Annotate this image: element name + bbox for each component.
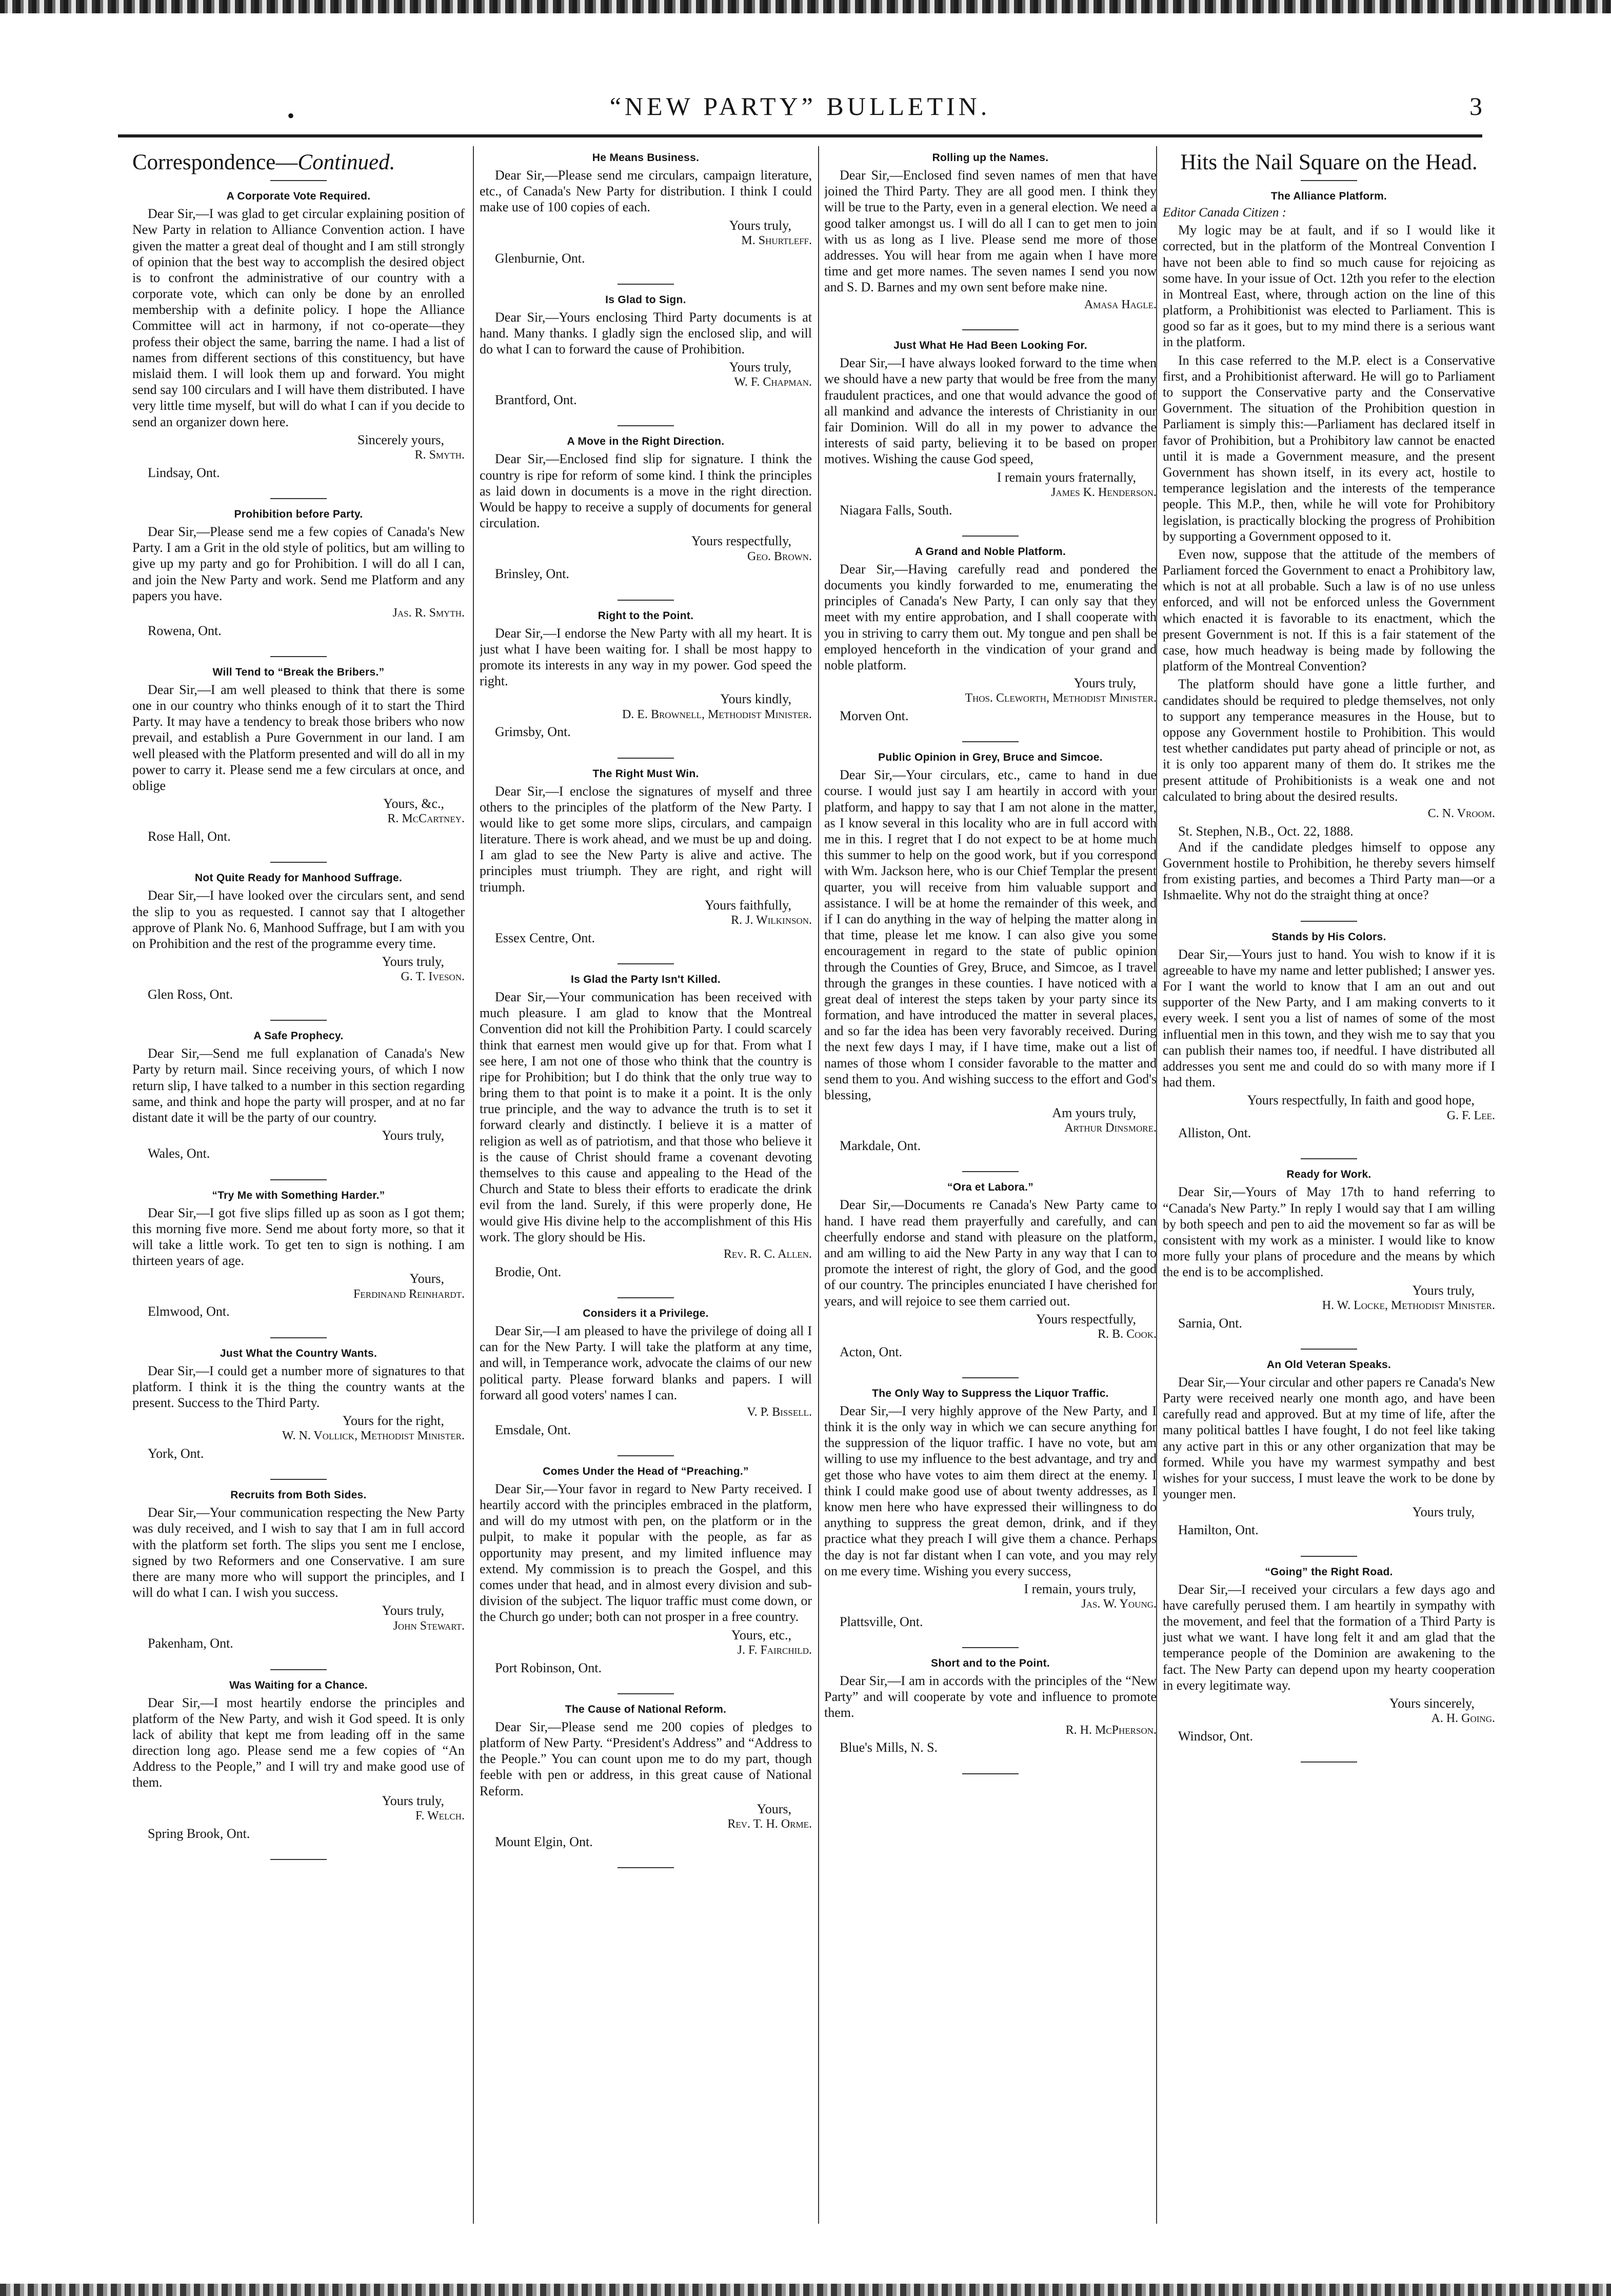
letter-body: My logic may be at fault, and if so I would like it corrected, but in the platform of the Montreal Convention I have not been able to find so much cause for rejoicing as some have. In your issue of Oct. 12th you refer to the election in Montreal East, where, through action on the line of this platform, a Prohibitionist was elected to Parliament. This is good so far as it goes, but to my mind there is a serious want in the platform. bbox=[1163, 223, 1495, 350]
scan-edge-top bbox=[0, 0, 1611, 13]
column-2 bbox=[480, 150, 812, 2279]
separator-rule bbox=[1301, 1349, 1357, 1350]
letter bbox=[1163, 931, 1495, 1141]
letter-body: Dear Sir,—Your favor in regard to New Party received. I heartily accord with the principles embraced in the platform, and will do my utmost with pen, on the platform or in the pulpit, to make it popular with the people, as far as opportunity may present, and my limited influence may extend. My commission is to preach the Gospel, and this comes under that head, and in almost every division and sub-division of the subject. The liquor traffic must come down, or the Church go under; both can not prosper in a free country. bbox=[480, 1481, 812, 1625]
letter-title: Just What the Country Wants. bbox=[220, 1347, 377, 1359]
letter bbox=[824, 1181, 1157, 1359]
letter bbox=[480, 610, 812, 740]
letter-signature: Arthur Dinsmore. bbox=[1064, 1121, 1157, 1135]
letter-body: Dear Sir,—Enclosed find seven names of men that have joined the Third Party. They are all good men. I think they will be true to the Party, even in a general election. We need a good talker amongst us. I will do all I can to get men to join with us as long as I live. Please send me more of those addresses. You will hear from me again when I have more time and get more names. The seven names I send you now and S. D. Barnes and my own sent before make nine. bbox=[824, 168, 1157, 295]
letter-body: Dear Sir,—I most heartily endorse the principles and platform of the New Party, and wish it God speed. It is only lack of ability that kept me from leading off in the same direction long ago. Please send me a few copies of “An Address to the People,” and I will try and make good use of them. bbox=[132, 1695, 465, 1790]
letter-body: Dear Sir,—I am well pleased to think that there is some one in our country who thinks enough of it to start the Third Party. It may have a tendency to break those bribers who now prevail, and establish a Pure Government in our land. I am well pleased with the Platform presented and will do all in my power to carry it. Please send me a few circulars at once, and oblige bbox=[132, 682, 465, 793]
letter-place: Hamilton, Ont. bbox=[1178, 1522, 1259, 1538]
separator-rule bbox=[270, 1337, 327, 1338]
letter-body: Dear Sir,—Your communication respecting the New Party was duly received, and I wish to say that I am in full accord with the platform set forth. The slips you sent me I enclose, signed by two Reformers and one Conservative. I am sure there are many more who will support the principles, and I will do what I can. I wish you success. bbox=[132, 1505, 465, 1600]
letter-close: Yours truly, bbox=[382, 1603, 444, 1618]
letter-place: St. Stephen, N.B., Oct. 22, 1888. bbox=[1178, 823, 1354, 839]
letter-signature: H. W. Locke, Methodist Minister. bbox=[1322, 1298, 1495, 1312]
letter bbox=[132, 1190, 465, 1320]
letter-title: “Try Me with Something Harder.” bbox=[212, 1189, 385, 1201]
separator-rule bbox=[618, 758, 674, 759]
letter-body: Dear Sir,—Yours enclosing Third Party documents is at hand. Many thanks. I gladly sign the enclosed slip, and will do what I can to forward the cause of Prohibition. bbox=[480, 309, 812, 357]
letter-body: Dear Sir,—I have always looked forward to the time when we should have a new party that would be free from the many fraudulent practices, and one that would advance the good of all mankind and advance the interests of Christianity in our fair Dominion. Will do all in my power to advance the interests of said party, believing it to be based on proper motives. Wishing the cause God speed, bbox=[824, 355, 1157, 467]
letter-place: Grimsby, Ont. bbox=[495, 724, 571, 740]
letter-body: Dear Sir,—I am pleased to have the privilege of doing all I can for the New Party. I will take the platform at any time, and will, in Temperance work, advocate the claims of our new political party. Please forward blanks and papers. I will forward all good voters' names I can. bbox=[480, 1323, 812, 1402]
column-4 bbox=[1163, 150, 1495, 2279]
separator-rule bbox=[618, 600, 674, 601]
column-3 bbox=[824, 150, 1157, 2279]
letter-place: Glenburnie, Ont. bbox=[495, 250, 585, 266]
letter-body: Dear Sir,—Please send me circulars, campaign literature, etc., of Canada's New Party for distribution. I think I could make use of 100 copies of each. bbox=[480, 168, 812, 215]
letter-signature: W. F. Chapman. bbox=[734, 375, 812, 389]
letter-body: Dear Sir,—I received your circulars a few days ago and have carefully perused them. I am heartily in sympathy with the movement, and feel that the formation of a Third Party is just what we want. I have long felt it and am glad that the temperance people of the Dominion are awakening to the fact. The New Party can depend upon my hearty cooperation in every legitimate way. bbox=[1163, 1581, 1495, 1693]
letter-close: Yours truly, bbox=[382, 1128, 444, 1143]
letter-title: Is Glad the Party Isn't Killed. bbox=[570, 973, 721, 985]
letter-body: Dear Sir,—Yours of May 17th to hand referring to “Canada's New Party.” In reply I would say that I am willing by both speech and pen to aid the movement so far as will be consistent with my work as a minister. I would like to know more fully your plans of procedure and the means by which the end is to be accomplished. bbox=[1163, 1184, 1495, 1280]
letter-place: Alliston, Ont. bbox=[1178, 1125, 1251, 1141]
letter-title: Considers it a Privilege. bbox=[583, 1307, 709, 1319]
letter-body: Dear Sir,—Yours just to hand. You wish to know if it is agreeable to have my name and letter published; I answer yes. For I want the world to know that I am an out and out supporter of the New Party, and I am making converts to it every week. I sent you a list of names of some of the most influential men in this town, and they wish me to say that you can publish their names too, if needful. I have distributed all addresses you sent me and could do so with many more if I had them. bbox=[1163, 946, 1495, 1090]
separator-rule bbox=[270, 1479, 327, 1480]
letter-title: He Means Business. bbox=[592, 152, 700, 164]
separator-rule bbox=[962, 1171, 1019, 1172]
letter-signature: C. N. Vroom. bbox=[1427, 806, 1495, 820]
running-title: “NEW PARTY” BULLETIN. bbox=[609, 92, 991, 121]
letter-close: Yours respectfully, In faith and good hope, bbox=[1247, 1093, 1475, 1108]
letter bbox=[480, 1308, 812, 1438]
letter-place: Brinsley, Ont. bbox=[495, 566, 569, 582]
letter bbox=[132, 1348, 465, 1462]
separator-rule bbox=[618, 1867, 674, 1868]
editor-note: And if the candidate pledges himself to oppose any Government hostile to Prohibition, he thereby severs himself from existing parties, and becomes a Third Party man—or a Ishmaelite. Why not do the straight thing at once? bbox=[1163, 839, 1495, 903]
separator-rule bbox=[618, 284, 674, 285]
letter-title: “Going” the Right Road. bbox=[1265, 1566, 1393, 1578]
letter-signature: R. McCartney. bbox=[387, 812, 465, 826]
letter bbox=[1163, 190, 1495, 903]
letter-place: Markdale, Ont. bbox=[840, 1138, 921, 1154]
letter bbox=[1163, 1359, 1495, 1538]
letter-close: Yours kindly, bbox=[720, 691, 791, 707]
separator-rule bbox=[270, 1020, 327, 1021]
letter-body: Dear Sir,—I have looked over the circulars sent, and send the slip to you as requested. I cannot say that I altogether approve of Plank No. 6, Manhood Suffrage, but I am with you on Prohibition and the rest of the programme every time. bbox=[132, 888, 465, 951]
letter-close: Yours truly, bbox=[729, 217, 791, 233]
letter-close: I remain, yours truly, bbox=[1024, 1581, 1136, 1596]
letter-place: Rowena, Ont. bbox=[148, 623, 222, 638]
letter-title: Ready for Work. bbox=[1286, 1169, 1371, 1181]
letter-body: Dear Sir,—Please send me 200 copies of pledges to platform of New Party. “President's Address” and “Address to the People.” You can count upon me to do my part, though feeble with pen or address, in this great cause of National Reform. bbox=[480, 1719, 812, 1798]
letter-signature: Rev. R. C. Allen. bbox=[723, 1247, 812, 1261]
letter-place: Acton, Ont. bbox=[840, 1344, 903, 1359]
letter-close: Yours, &c., bbox=[383, 796, 444, 811]
letter-signature: G. T. Iveson. bbox=[401, 970, 465, 984]
letter-close: Yours truly, bbox=[729, 360, 791, 375]
separator-rule bbox=[270, 498, 327, 499]
letter bbox=[824, 546, 1157, 724]
letter-signature: Geo. Brown. bbox=[747, 549, 812, 563]
letter bbox=[1163, 1566, 1495, 1744]
separator-rule bbox=[1301, 1158, 1357, 1159]
letter-signature: R. J. Wilkinson. bbox=[731, 914, 812, 927]
letter-title: The Only Way to Suppress the Liquor Traffic. bbox=[872, 1387, 1109, 1399]
letter-body: Dear Sir,—Your circulars, etc., came to hand in due course. I would just say I am heartily in accord with your platform, and happy to say that I am not alone in the matter, as I know several in this locality who are in full accord with me in this. I regret that I do not expect to be at home much this summer to help on the good work, but if you correspond with Wm. Jackson here, who is our Chief Templar the present quarter, you will receive from him valuable support and assistance. I will be at home the remainder of this week, and if I can do anything in the way of helping the matter along in that time, please let me know. I can also give you some encouragement in regard to the state of public opinion through the Counties of Grey, Bruce, and Simcoe, as I travel through the granges in these counties. I have noticed with a great deal of interest the steps taken by your party since its formation, and have introduced the matter in several places, and so far the idea has been very favorably received. During the next few days I may, if I have time, make out a list of names of those whom I consider favorable to the matter and send them to you. And wishing success to the effort and God's blessing, bbox=[824, 767, 1157, 1103]
letter bbox=[824, 1388, 1157, 1630]
letter-title: Just What He Had Been Looking For. bbox=[893, 340, 1087, 352]
letter-close: Yours for the right, bbox=[342, 1413, 444, 1429]
letter-title: Rolling up the Names. bbox=[932, 152, 1049, 164]
letter-title: Right to the Point. bbox=[598, 609, 694, 622]
letter bbox=[480, 152, 812, 266]
separator-rule bbox=[270, 1859, 327, 1860]
letter bbox=[480, 974, 812, 1280]
letter-signature: R. B. Cook. bbox=[1098, 1327, 1157, 1341]
letter-title: Was Waiting for a Chance. bbox=[229, 1679, 368, 1691]
letter bbox=[824, 340, 1157, 518]
letter-body: Dear Sir,—I endorse the New Party with all my heart. It is just what I have been waiting for. I shall be most happy to promote its interests in any way in my power. God speed the right. bbox=[480, 625, 812, 689]
letter-title: An Old Veteran Speaks. bbox=[1266, 1358, 1391, 1371]
head-dot: • bbox=[287, 104, 295, 127]
letter-body: Dear Sir,—Your communication has been received with much pleasure. I am glad to know that the Montreal Convention did not kill the Prohibition Party. I could scarcely think that earnest men would give up for that. From what I see here, I am not one of those who think that the country is ripe for Prohibition; but I do think that the only true way to bring them to that point is to make it a point. It is the only true principle, and the way to advance the truth is to set it forward clearly and distinctly. I believe it is a matter of religion as well as of patriotism, and that those who believe it is the cause of Christ should frame a covenant devoting themselves to this cause and appealing to the Head of the Church and State to bless their efforts to eradicate the drink evil from the land. Surely, if this were properly done, He would give His divine help to the accomplishment of this His work. The glory should be His. bbox=[480, 989, 812, 1244]
separator-rule bbox=[270, 862, 327, 863]
letter-signature: J. F. Fairchild. bbox=[737, 1643, 812, 1657]
letter-close: Sincerely yours, bbox=[357, 432, 444, 447]
page-number: 3 bbox=[1469, 92, 1482, 121]
column-heading-text: Correspondence— bbox=[132, 150, 298, 174]
separator-rule bbox=[962, 536, 1019, 537]
column-heading-italic: Continued. bbox=[297, 150, 395, 174]
letter-body: Dear Sir,—I enclose the signatures of myself and three others to the principles of the platform of the New Party. I would like to get some more slips, circulars, and campaign literature. There is work ahead, and we must be up and doing. I am glad to see the New Party is alive and active. The principles must triumph. They are right, and right will triumph. bbox=[480, 783, 812, 895]
letter-place: Plattsville, Ont. bbox=[840, 1614, 923, 1629]
letter-place: Spring Brook, Ont. bbox=[148, 1826, 250, 1841]
letter bbox=[824, 751, 1157, 1154]
letter-signature: Jas. W. Young. bbox=[1081, 1597, 1157, 1611]
separator-rule bbox=[270, 180, 327, 181]
letter-body: Dear Sir,—Enclosed find slip for signature. I think the country is ripe for reform of some kind. I think the principles as laid down in documents is a move in the right direction. Would be happy to receive a supply of documents for general circulation. bbox=[480, 451, 812, 531]
letter-body: Dear Sir,—I got five slips filled up as soon as I got them; this morning five more. Send me about forty more, so that it will take a little work. To get ten to sign is nothing. I am thirteen years of age. bbox=[132, 1205, 465, 1269]
letter-title: A Safe Prophecy. bbox=[253, 1030, 344, 1042]
letter-body: The platform should have gone a little further, and candidates should be required to pledge themselves, not only to support any temperance measures in the House, but to oppose any Government hostile to Prohibition. This would test whether candidates put party ahead of principle or not, as it is only too apparent many of them do. It strikes me the present attitude of Prohibitionists is a weak one and not calculated to bring about the desired results. bbox=[1163, 677, 1495, 804]
letter-title: The Right Must Win. bbox=[592, 767, 699, 780]
column-heading bbox=[132, 151, 465, 174]
letter-place: Pakenham, Ont. bbox=[148, 1636, 233, 1651]
letter bbox=[132, 508, 465, 639]
letter-place: Essex Centre, Ont. bbox=[495, 930, 595, 945]
letter-place: Blue's Mills, N. S. bbox=[840, 1740, 938, 1755]
letter bbox=[480, 436, 812, 582]
running-head bbox=[118, 87, 1482, 133]
letter bbox=[480, 1704, 812, 1850]
letter-body: Dear Sir,—Your circular and other papers re Canada's New Party were received nearly one month ago, and have been carefully read and approved. But at my time of life, after the many political battles I have fought, I do not feel like taking any active part in this or any other organization that may be formed. While you have my warmest sympathy and best wishes for your success, I must leave the work to be done by younger men. bbox=[1163, 1374, 1495, 1502]
column-heading-text: Hits the Nail Square on the Head. bbox=[1180, 150, 1478, 174]
letter-close: Yours truly, bbox=[382, 954, 444, 969]
letter-place: Brantford, Ont. bbox=[495, 392, 577, 408]
separator-rule bbox=[1301, 1556, 1357, 1557]
letter-title: Short and to the Point. bbox=[930, 1657, 1050, 1670]
separator-rule bbox=[1301, 180, 1357, 181]
letter-signature: Jas. R. Smyth. bbox=[392, 606, 465, 620]
letter-signature: R. H. McPherson. bbox=[1065, 1723, 1157, 1737]
letter-place: Morven Ont. bbox=[840, 708, 909, 724]
letter-place: Rose Hall, Ont. bbox=[148, 829, 231, 844]
letter-place: Glen Ross, Ont. bbox=[148, 987, 233, 1002]
letter-close: Yours truly, bbox=[1073, 676, 1136, 691]
letter-title: Stands by His Colors. bbox=[1271, 931, 1386, 943]
head-rule bbox=[118, 134, 1482, 137]
letter-title: The Alliance Platform. bbox=[1270, 190, 1387, 203]
letter-title: Prohibition before Party. bbox=[234, 508, 363, 520]
letter-title: “Ora et Labora.” bbox=[947, 1181, 1034, 1194]
letter-signature: W. N. Vollick, Methodist Minister. bbox=[282, 1429, 465, 1443]
separator-rule bbox=[618, 1693, 674, 1694]
letter-title: Is Glad to Sign. bbox=[605, 293, 686, 306]
letter-close: I remain yours fraternally, bbox=[997, 469, 1136, 485]
letter-close: Yours respectfully, bbox=[691, 533, 791, 549]
letter bbox=[480, 294, 812, 408]
letter-signature: G. F. Lee. bbox=[1446, 1109, 1495, 1122]
letter-signature: D. E. Brownell, Methodist Minister. bbox=[622, 707, 812, 721]
letter-place: Emsdale, Ont. bbox=[495, 1422, 571, 1437]
letter-place: Lindsay, Ont. bbox=[148, 465, 220, 480]
scan-edge-bottom bbox=[0, 2284, 1611, 2296]
separator-rule bbox=[962, 1647, 1019, 1648]
letter-body: Dear Sir,—Having carefully read and pondered the documents you kindly forwarded to me, enumerating the principles of Canada's New Party, I can only say that they meet with my entire approbation, and I shall cooperate with you in striving to carry them out. My tongue and pen shall be employed henceforth in the vindication of your grand and noble platform. bbox=[824, 561, 1157, 672]
separator-rule bbox=[1301, 1761, 1357, 1763]
letter bbox=[132, 1030, 465, 1161]
letter-title: A Grand and Noble Platform. bbox=[914, 545, 1066, 558]
letter-place: York, Ont. bbox=[148, 1446, 204, 1461]
separator-rule bbox=[618, 425, 674, 426]
letter-place: Port Robinson, Ont. bbox=[495, 1660, 602, 1675]
letter-signature: Amasa Hagle. bbox=[1084, 298, 1157, 311]
column-heading bbox=[1163, 151, 1495, 174]
letter-body: Even now, suppose that the attitude of the members of Parliament forced the Government to enact a Prohibitory law, which is not at all probable. Such a law is of no use unless enforced, and will not be enforced unless the Government which enacted it is favorable to its enactment, which the present Government is not. If this is a fair statement of the case, how much headway is being made by following the platform of the Montreal Convention? bbox=[1163, 546, 1495, 674]
letter-signature: A. H. Going. bbox=[1431, 1712, 1495, 1726]
letter-place: Wales, Ont. bbox=[148, 1146, 210, 1161]
separator-rule bbox=[962, 1773, 1019, 1774]
letter-body: Dear Sir,—I very highly approve of the New Party, and I think it is the only way in which we can secure anything for the suppression of the liquor traffic. I have no vote, but am willing to use my influence to the best advantage, and try and get those who have votes to aim them direct at the enemy. I think I could make good use of about twenty addresses, as I know men here who have expressed their willingness to do anything to suppress the great demon, drink, and if they practice what they preach I will give them a chance. Perhaps the day is not far distant when I can vote, and you may rely on me every time. Wishing you every success, bbox=[824, 1403, 1157, 1578]
letter-body: In this case referred to the M.P. elect is a Conservative first, and a Prohibitionist afterward. He will go to Parliament to support the Conservative party and the Conservative Government. The situation of the Prohibition question in Parliament is simply this:—Parliament has declared itself in favor of Prohibition, but a Prohibitory law cannot be enacted until it is made a Government measure, and the present Government has shown itself, in its every act, hostile to temperance legislation and the interests of the temperance people. This M.P., then, while he will vote for Prohibitory legislation, is practically blocking the progress of Prohibition by supporting a Government opposed to it. bbox=[1163, 352, 1495, 544]
letter-body: Dear Sir,—Send me full explanation of Canada's New Party by return mail. Since receiving yours, of which I now return slip, I have talked to a number in this section regarding same, and think and hope the party will prosper, and at no far distant date it will be the party of our country. bbox=[132, 1046, 465, 1125]
letter-title: The Cause of National Reform. bbox=[565, 1703, 727, 1715]
letter-title: Comes Under the Head of “Preaching.” bbox=[543, 1465, 749, 1477]
letter bbox=[132, 190, 465, 481]
letter bbox=[480, 1466, 812, 1676]
letter-close: Am yours truly, bbox=[1052, 1105, 1136, 1121]
letter bbox=[480, 768, 812, 946]
letter-title: Not Quite Ready for Manhood Suffrage. bbox=[194, 872, 403, 884]
letter bbox=[132, 1489, 465, 1651]
separator-rule bbox=[962, 329, 1019, 330]
letter-place: Mount Elgin, Ont. bbox=[495, 1834, 593, 1849]
separator-rule bbox=[270, 656, 327, 657]
letter-place: Windsor, Ont. bbox=[1178, 1728, 1253, 1744]
letter bbox=[1163, 1169, 1495, 1331]
letter-signature: R. Smyth. bbox=[414, 448, 465, 462]
separator-rule bbox=[1301, 921, 1357, 922]
letter-close: Yours, etc., bbox=[731, 1627, 791, 1642]
letter-close: Yours truly, bbox=[1412, 1505, 1475, 1520]
letter-signature: F. Welch. bbox=[415, 1809, 465, 1823]
letter-close: Yours respectfully, bbox=[1036, 1311, 1136, 1327]
letter-subtitle: Editor Canada Citizen : bbox=[1163, 206, 1286, 220]
letter-signature: John Stewart. bbox=[393, 1619, 465, 1633]
letter-place: Brodie, Ont. bbox=[495, 1264, 562, 1279]
letter-close: Yours, bbox=[757, 1801, 791, 1816]
letter-body: Dear Sir,—Please send me a few copies of Canada's New Party. I am a Grit in the old style of politics, but am willing to give up my party and go for Prohibition. I will do all I can, and join the New Party and work. Send me Platform and any papers you have. bbox=[132, 524, 465, 603]
letter-title: Will Tend to “Break the Bribers.” bbox=[212, 666, 385, 678]
column-rule bbox=[818, 146, 819, 2224]
letter-body: Dear Sir,—I am in accords with the principles of the “New Party” and will cooperate by vote and influence to promote them. bbox=[824, 1673, 1157, 1720]
letter-signature: M. Shurtleff. bbox=[741, 233, 812, 247]
separator-rule bbox=[962, 741, 1019, 742]
letter-close: Yours, bbox=[409, 1271, 444, 1286]
separator-rule bbox=[618, 1297, 674, 1298]
column-rule bbox=[473, 146, 474, 2224]
letter-signature: Thos. Cleworth, Methodist Minister. bbox=[965, 691, 1157, 705]
separator-rule bbox=[270, 1179, 327, 1180]
letter-title: Recruits from Both Sides. bbox=[230, 1489, 367, 1501]
letter-signature: James K. Henderson. bbox=[1051, 485, 1157, 499]
letter bbox=[132, 666, 465, 844]
letter-close: Yours truly, bbox=[1412, 1282, 1475, 1298]
letter bbox=[132, 872, 465, 1002]
letter-close: Yours truly, bbox=[382, 1793, 444, 1808]
letter bbox=[824, 1657, 1157, 1756]
letter-body: Dear Sir,—I was glad to get circular explaining position of New Party in relation to Alliance Convention action. I have given the matter a great deal of thought and I am still strongly of opinion that the best way to accomplish the desired object is to confront the administrative of our country with a corporate vote, which can only be done by an enrolled membership with a definite policy. I hope the Alliance Committee will act in harmony, if not co-operate—they profess their object the same, barring the name. I had a list of names from different sections of this constituency, but have mislaid them. I will look them up and forward. You might send say 100 circulars and I will have them distributed. I have very little time myself, but will do what I can if you decide to send an organizer down here. bbox=[132, 206, 465, 429]
letter-body: Dear Sir,—I could get a number more of signatures to that platform. I think it is the thing the country wants at the present. Success to the Third Party. bbox=[132, 1363, 465, 1410]
letter-signature: V. P. Bissell. bbox=[747, 1405, 812, 1419]
letter-signature: Rev. T. H. Orme. bbox=[727, 1817, 812, 1831]
separator-rule bbox=[618, 1455, 674, 1456]
letter bbox=[824, 152, 1157, 312]
letter-signature: Ferdinand Reinhardt. bbox=[353, 1287, 465, 1301]
letter-place: Sarnia, Ont. bbox=[1178, 1315, 1242, 1331]
letter-place: Niagara Falls, South. bbox=[840, 502, 952, 518]
column-1 bbox=[132, 150, 465, 2279]
letter-body: Dear Sir,—Documents re Canada's New Party came to hand. I have read them prayerfully and carefully, and can cheerfully endorse and stand with pleasure on the platform, and am willing to aid the New Party in any way that I can to promote the interest of right, the glory of God, and the good of our country. The principles enunciated I have cherished for years, and will rejoice to see them carried out. bbox=[824, 1197, 1157, 1309]
letter-place: Elmwood, Ont. bbox=[148, 1304, 230, 1319]
letter bbox=[132, 1679, 465, 1842]
separator-rule bbox=[618, 963, 674, 964]
letter-title: Public Opinion in Grey, Bruce and Simcoe. bbox=[878, 751, 1103, 764]
separator-rule bbox=[962, 1377, 1019, 1378]
letter-title: A Corporate Vote Required. bbox=[226, 190, 371, 203]
letter-close: Yours sincerely, bbox=[1389, 1695, 1475, 1711]
separator-rule bbox=[270, 1669, 327, 1670]
letter-close: Yours faithfully, bbox=[704, 897, 791, 913]
letter-title: A Move in the Right Direction. bbox=[567, 436, 725, 448]
